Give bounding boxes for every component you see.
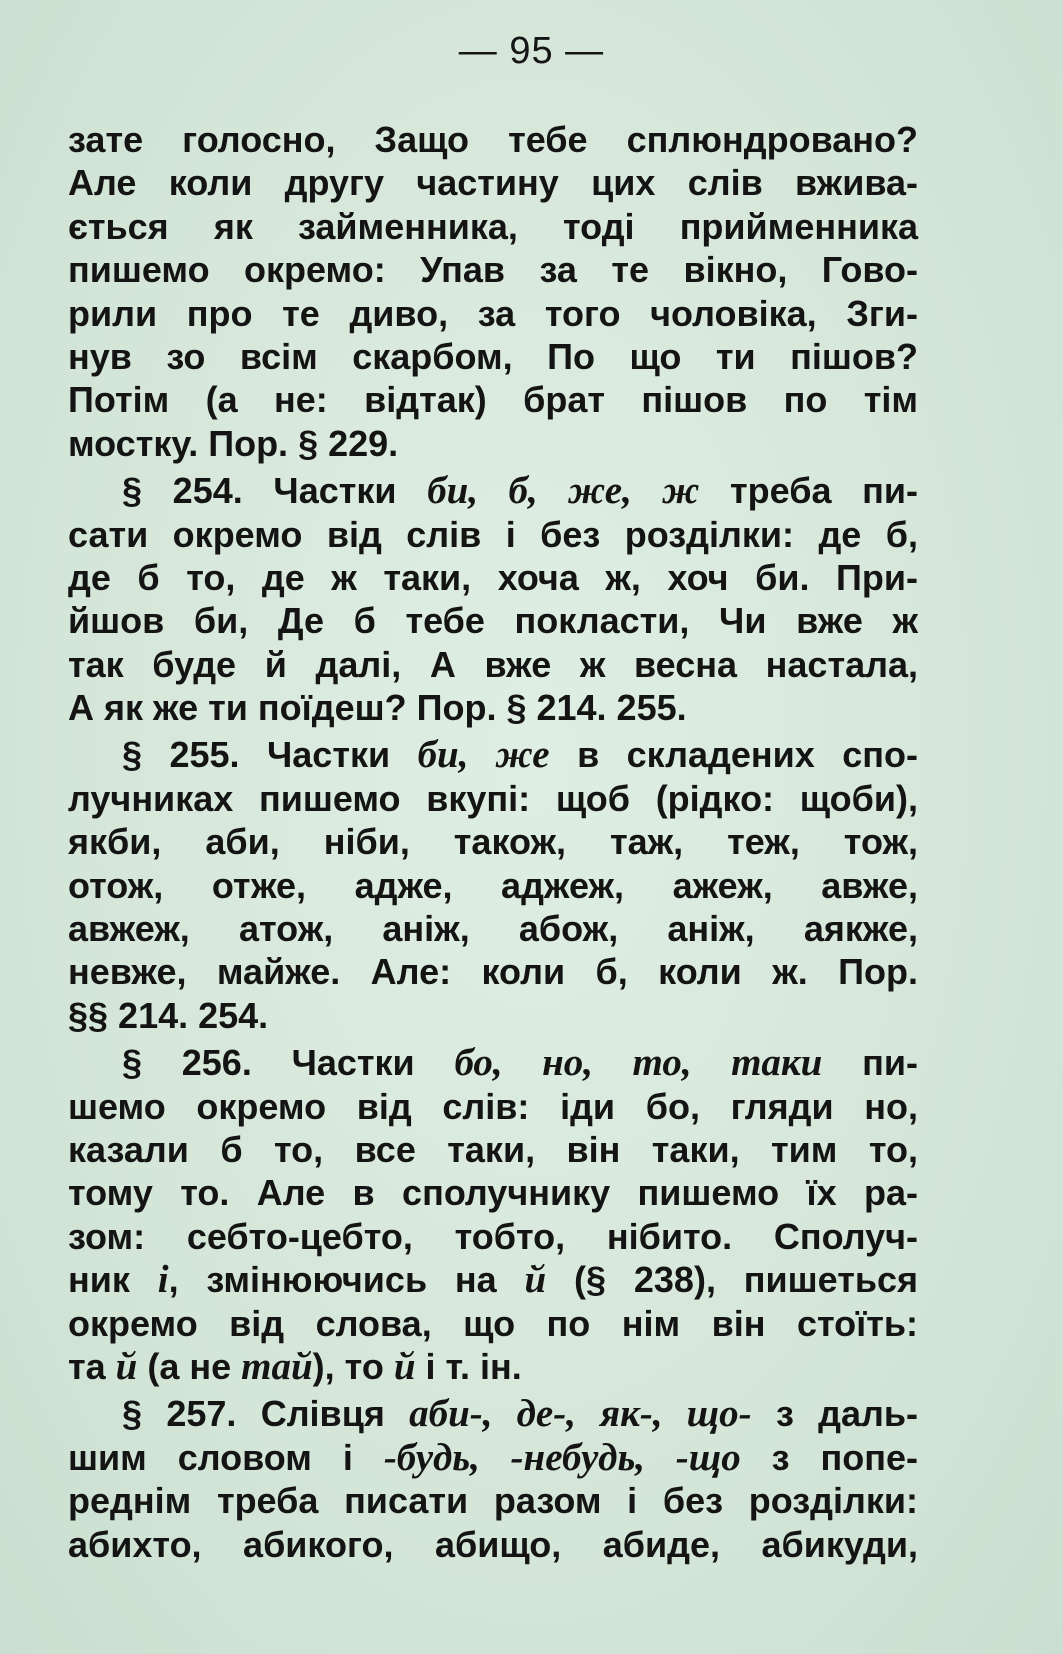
text-line — [68, 1436, 918, 1479]
text-run: так буде й далі, А вже ж весна настала, — [68, 643, 918, 685]
text-line — [68, 820, 918, 863]
text-line — [68, 1345, 918, 1388]
text-line — [68, 292, 918, 335]
text-line — [68, 118, 918, 161]
italic-term: бо, но, то, таки — [454, 1041, 823, 1085]
italic-term: й — [524, 1258, 547, 1302]
text-line — [68, 777, 918, 820]
italic-term: би, же — [417, 733, 550, 777]
text-line — [68, 378, 918, 421]
text-run: шим словом і — [68, 1436, 384, 1478]
text-run: пи- — [822, 1042, 918, 1084]
text-run: казали б то, все таки, він таки, тим то, — [68, 1128, 918, 1170]
text-run: з даль- — [751, 1393, 918, 1435]
text-line — [68, 994, 918, 1037]
text-line — [68, 1258, 918, 1301]
text-run: невже, майже. Але: коли б, коли ж. Пор. — [68, 951, 918, 993]
text-run: в складених спо- — [549, 734, 918, 776]
text-run: § 254. Частки — [122, 470, 428, 512]
text-run: де б то, де ж таки, хоча ж, хоч би. При- — [68, 556, 918, 598]
text-run: окремо від слова, що по нім він стоїть: — [68, 1302, 918, 1344]
text-line — [68, 864, 918, 907]
italic-term: би, б, же, ж — [427, 469, 700, 513]
text-run: нув зо всім скарбом, По що ти пішов? — [68, 335, 918, 377]
section-256-heading-line — [68, 1041, 918, 1084]
text-line — [68, 1085, 918, 1128]
text-line — [68, 1479, 918, 1522]
text-run: (§ 238), пишеться — [546, 1259, 918, 1301]
text-run: реднім треба писати разом і без розділки: — [68, 1480, 918, 1522]
text-run: ), то — [312, 1345, 394, 1387]
text-run: тому то. Але в сполучнику пишемо їх ра- — [68, 1172, 918, 1214]
text-line — [68, 686, 918, 729]
text-run: зом: себто-цебто, тобто, нібито. Сполуч- — [68, 1215, 918, 1257]
text-run: пишемо окремо: Упав за те вікно, Гово- — [68, 249, 918, 291]
text-run: , змінюючись на — [168, 1259, 525, 1301]
text-line — [68, 1215, 918, 1258]
text-run: якби, аби, ніби, також, таж, теж, тож, — [68, 821, 918, 863]
text-run: А як же ти поїдеш? Пор. § 214. 255. — [68, 687, 687, 729]
text-run: з попе- — [740, 1436, 919, 1478]
text-line — [68, 556, 918, 599]
text-run: § 255. Частки — [122, 734, 418, 776]
section-257-heading-line — [68, 1392, 918, 1435]
text-run: мостку. Пор. § 229. — [68, 422, 399, 464]
text-run: §§ 214. 254. — [68, 994, 269, 1036]
text-run: треба пи- — [699, 470, 918, 512]
section-254-heading-line — [68, 469, 918, 512]
text-line — [68, 1171, 918, 1214]
text-run: авжеж, атож, аніж, абож, аніж, аякже, — [68, 908, 918, 950]
text-run: Потім (а не: відтак) брат пішов по тім — [68, 379, 918, 421]
text-run: отож, отже, адже, аджеж, ажеж, авже, — [68, 864, 918, 906]
section-255-heading-line — [68, 733, 918, 776]
italic-term: аби-, де-, як-, що- — [409, 1392, 752, 1436]
text-run: ється як займенника, тоді прийменника — [68, 205, 918, 247]
text-run: рили про те диво, за того чоловіка, Зги- — [68, 292, 918, 334]
text-run: та — [68, 1345, 116, 1387]
page-number: — 95 — — [458, 30, 605, 72]
text-run: йшов би, Де б тебе покласти, Чи вже ж — [68, 600, 918, 642]
text-run: зате голосно, Защо тебе сплюндровано? — [68, 119, 918, 160]
text-run: § 257. Слівця — [122, 1393, 410, 1435]
text-line — [68, 599, 918, 642]
text-line — [68, 513, 918, 556]
text-line — [68, 248, 918, 291]
text-line — [68, 422, 918, 465]
text-run: і т. ін. — [415, 1345, 522, 1387]
italic-term: й — [393, 1344, 416, 1388]
text-run: (а не — [137, 1345, 242, 1387]
text-line — [68, 950, 918, 993]
italic-term: і — [157, 1258, 169, 1302]
text-line — [68, 161, 918, 204]
text-run: § 256. Частки — [122, 1042, 455, 1084]
text-line — [68, 907, 918, 950]
text-line — [68, 1128, 918, 1171]
text-line — [68, 643, 918, 686]
page-text — [68, 118, 918, 1566]
text-line — [68, 1302, 918, 1345]
italic-term: -будь, -небудь, -що — [383, 1435, 741, 1479]
italic-term: тай — [241, 1344, 313, 1388]
text-run: Але коли другу частину цих слів вжива- — [68, 162, 918, 204]
text-run: ник — [68, 1259, 158, 1301]
italic-term: й — [115, 1344, 138, 1388]
text-line — [68, 205, 918, 248]
text-run: сати окремо від слів і без розділки: де б, — [68, 513, 918, 555]
text-run: лучниках пишемо вкупі: щоб (рідко: щоби), — [68, 777, 918, 819]
text-run: абихто, абикого, абищо, абиде, абикуди, — [68, 1523, 918, 1565]
text-line — [68, 335, 918, 378]
text-line — [68, 1523, 918, 1566]
text-run: шемо окремо від слів: іди бо, гляди но, — [68, 1085, 918, 1127]
